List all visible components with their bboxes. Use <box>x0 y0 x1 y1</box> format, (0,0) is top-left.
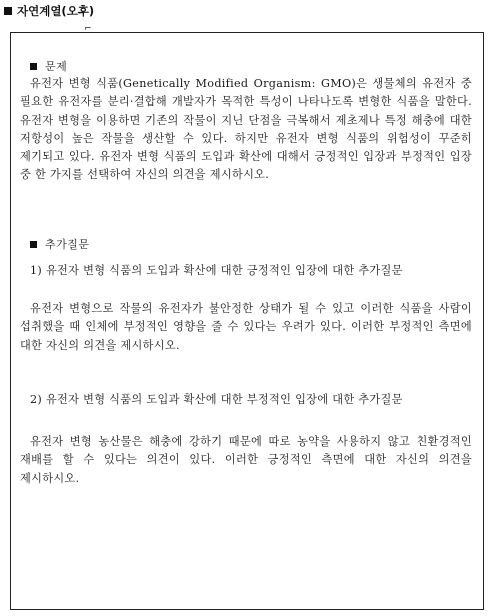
problem-title: 문제 <box>45 60 68 73</box>
followup-title: 추가질문 <box>45 238 90 251</box>
cursor-mark-icon: ⌐ <box>84 24 92 34</box>
question-1-title: 1) 유전자 변형 식품의 도입과 확산에 대한 긍정적인 입장에 대한 추가질문 <box>30 264 403 277</box>
question-2-body: 유전자 변형 농산물은 해충에 강하기 때문에 따로 농약을 사용하지 않고 친환경적인 재배를 할 수 있다는 의견이 있다. 이러한 긍정적인 측면에 대한 자신의 의견을 제시하시오. <box>20 435 472 485</box>
problem-body: 유전자 변형 식품(Genetically Modified Organism: GMO)은 생물체의 유전자 중 필요한 유전자를 분리·결합해 개발자가 목적한 특성이 나타나도록 변형한 식품을 말한다. 유전자 변형을 이용하면 기존의 작물이 지닌 단점을 극복해서 제초제나 특정 해충에 대한 저항성이 높은 작물을 생산할 수 있다. 하지만 유전자 변형 식품의 위험성이 꾸준히 제기되고 있다. 유전자 변형 식품의 도입과 확산에 대해서 긍정적인 입장과 부정적인 입장 중 한 가지를 선택하여 자신의 의견을 제시하시오. <box>20 77 472 182</box>
followup-heading <box>30 236 90 252</box>
section-header <box>4 2 94 20</box>
question-2-title: 2) 유전자 변형 식품의 도입과 확산에 대한 부정적인 입장에 대한 추가질문 <box>30 393 403 406</box>
square-bullet-icon <box>4 7 12 15</box>
problem-heading <box>30 58 67 74</box>
header-title: 자연계열(오후) <box>17 4 95 18</box>
square-bullet-icon <box>30 63 37 70</box>
square-bullet-icon <box>30 241 37 248</box>
question-1-body: 유전자 변형으로 작물의 유전자가 불안정한 상태가 될 수 있고 이러한 식품을 사람이 섭취했을 때 인체에 부정적인 영향을 줄 수 있다는 우려가 있다. 이러한 부정적인 측면에 대한 자신의 의견을 제시하시오. <box>20 302 472 352</box>
